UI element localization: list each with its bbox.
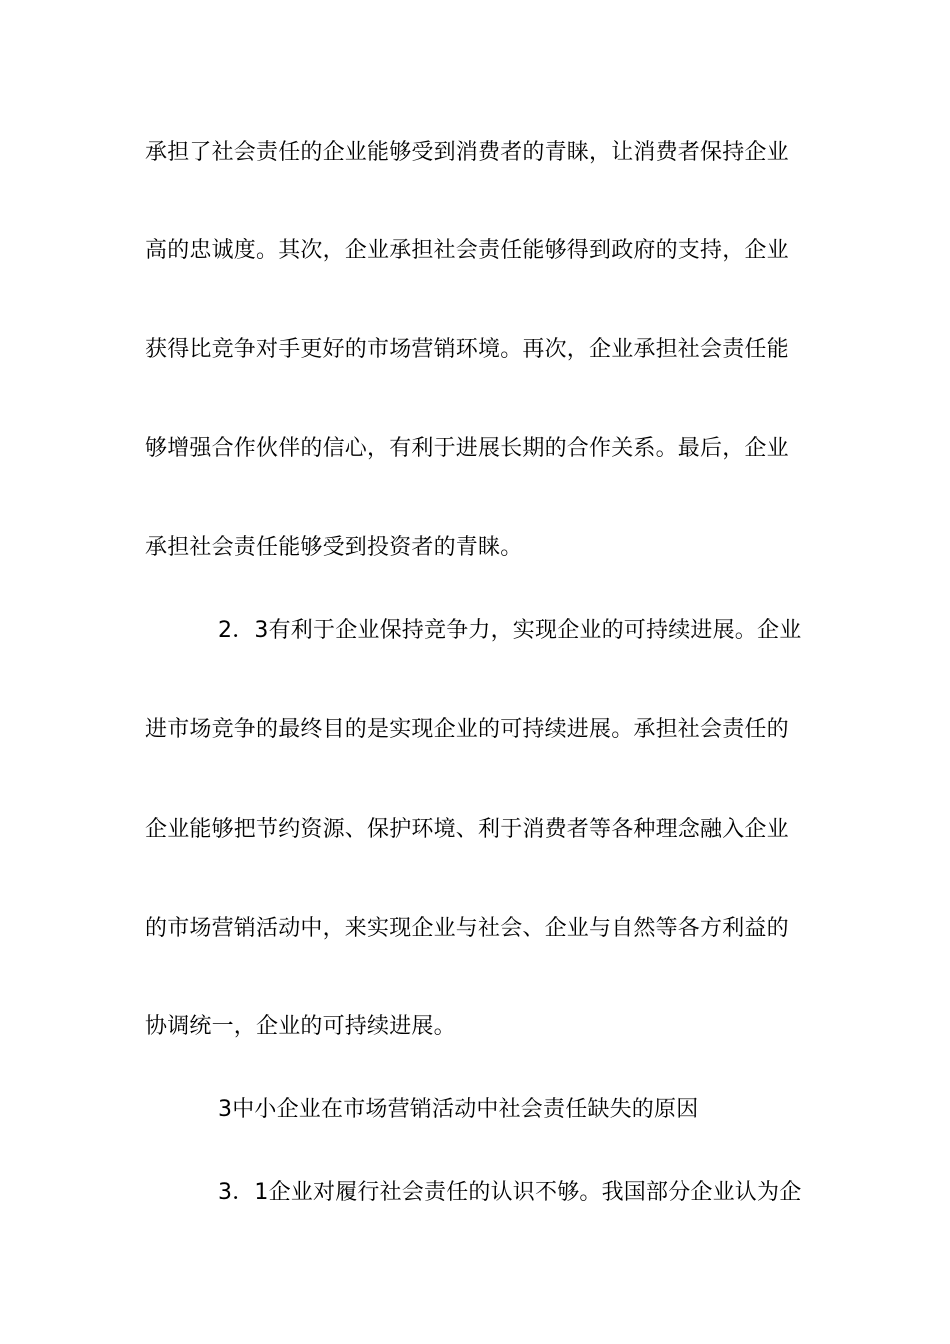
paragraph-line: 获得比竞争对手更好的市场营销环境。再次，企业承担社会责任能	[145, 337, 789, 362]
paragraph-line: 的市场营销活动中，来实现企业与社会、企业与自然等各方利益的	[145, 916, 789, 941]
paragraph-line: 企业能够把节约资源、保护环境、利于消费者等各种理念融入企业	[145, 817, 789, 842]
section-heading-3: 3中小企业在市场营销活动中社会责任缺失的原因	[218, 1097, 699, 1122]
paragraph-line: 承担社会责任能够受到投资者的青睐。	[145, 535, 523, 560]
section-heading-3-1: 3．1企业对履行社会责任的认识不够。我国部分企业认为企	[218, 1180, 802, 1205]
paragraph-line: 进市场竞争的最终目的是实现企业的可持续进展。承担社会责任的	[145, 717, 789, 742]
paragraph-line: 高的忠诚度。其次，企业承担社会责任能够得到政府的支持，企业	[145, 238, 789, 263]
paragraph-line: 承担了社会责任的企业能够受到消费者的青睐，让消费者保持企业	[145, 140, 789, 165]
paragraph-line: 协调统一，企业的可持续进展。	[145, 1014, 456, 1039]
paragraph-line: 够增强合作伙伴的信心，有利于进展长期的合作关系。最后，企业	[145, 436, 789, 461]
section-heading-2-3: 2．3有利于企业保持竞争力，实现企业的可持续进展。企业	[218, 618, 802, 643]
